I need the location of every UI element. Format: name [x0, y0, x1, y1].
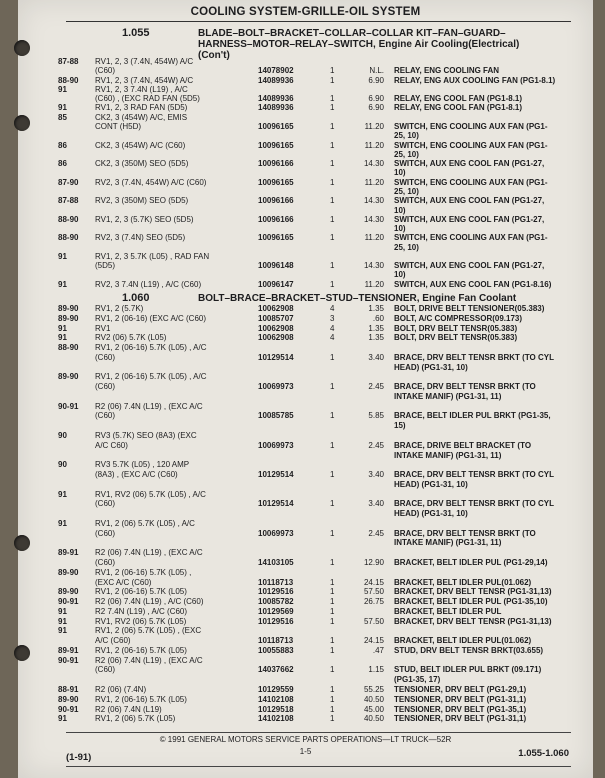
cell-desc: (5D5) [95, 261, 116, 271]
cell-desc: RV2, 3 (7.4N, 454W) A/C (C60) [95, 177, 207, 187]
cell-ref: 11.20 [364, 140, 384, 150]
cell-nm: BOLT, DRIVE BELT TENSIONER(05.383) [394, 304, 545, 313]
cell-pn: 10129516 [258, 587, 294, 597]
cell-desc: RV1, 2, 3 5.7K (L05) , RAD FAN [95, 251, 210, 261]
cell-qty: 1 [330, 75, 335, 85]
cell-qty: 1 [330, 440, 335, 450]
cell-desc: (EXC A/C (C60) [95, 577, 152, 587]
cell-yr: 90-91 [58, 597, 79, 606]
cell-yr: 91 [58, 626, 67, 636]
cell-ref: .47 [372, 645, 384, 655]
cell-ref: 55.25 [363, 684, 384, 694]
cell-desc: RV1, 2, 3 RAD FAN (5D5) [95, 103, 188, 113]
cell-ref: 3.40 [368, 352, 384, 362]
cell-yr: 86 [58, 159, 67, 169]
cell-ref: 11.20 [364, 233, 384, 243]
cell-desc: (C60) , (EXC RAD FAN (5D5) [95, 94, 200, 104]
cell-ref: 2.45 [368, 440, 384, 450]
cell-nm: 25, 10) [394, 149, 419, 159]
cell-nm: BRACKET, BELT IDLER PUL(01.062) [394, 577, 532, 587]
section-title-1055-line2: HARNESS–MOTOR–RELAY–SWITCH, Engine Air Cooling(Electrical) [198, 39, 520, 50]
cell-nm: BRACE, DRV BELT TENSR BRKT (TO [394, 382, 536, 392]
cell-desc: CK2, 3 (454W) A/C, EMIS [95, 112, 188, 122]
cell-yr: 91 [58, 323, 67, 333]
cell-ref: 14.30 [363, 261, 384, 271]
cell-qty: 1 [330, 140, 335, 150]
cell-nm: TENSIONER, DRV BELT (PG1-29,1) [394, 684, 527, 694]
cell-nm: BRACE, DRV BELT TENSR BRKT (TO CYL [394, 352, 555, 362]
cell-qty: 1 [330, 665, 335, 675]
cell-qty: 1 [330, 233, 335, 243]
cell-ref: 6.90 [368, 103, 384, 113]
cell-nm: BOLT, A/C COMPRESSOR(09.173) [394, 313, 523, 323]
cell-yr: 91 [58, 606, 67, 616]
cell-yr: 90-91 [58, 704, 79, 714]
cell-desc: R2 (06) 7.4N (L19) , (EXC A/C [95, 655, 203, 665]
cell-nm: INTAKE MANIF) (PG1-31, 11) [394, 450, 502, 460]
cell-desc: CONT (H5D) [95, 122, 142, 131]
cell-yr: 89-90 [58, 587, 79, 597]
cell-qty: 1 [330, 122, 335, 131]
cell-qty: 1 [330, 382, 335, 392]
header-divider [66, 21, 571, 22]
cell-nm: BRACKET, DRV BELT TENSR (PG1-31,13) [394, 616, 552, 626]
cell-yr: 89-91 [58, 548, 79, 558]
cell-desc: (8A3) , (EXC A/C (C60) [95, 470, 178, 479]
cell-ref: .60 [372, 313, 384, 323]
cell-qty: 1 [330, 279, 335, 289]
cell-ref: 11.20 [364, 279, 384, 289]
cell-pn: 10096166 [258, 159, 294, 169]
cell-yr: 91 [58, 616, 67, 626]
cell-pn: 10069973 [258, 528, 294, 538]
cell-nm: HEAD) (PG1-31, 10) [394, 509, 468, 519]
cell-nm: BRACE, DRV BELT TENSR BRKT (TO CYL [394, 499, 555, 509]
cell-desc: (C60) [95, 558, 116, 567]
cell-yr: 88-90 [58, 343, 79, 353]
cell-desc: RV1, 2 (06-16) 5.7K (L05) , A/C [95, 372, 207, 382]
cell-pn: 14102108 [258, 714, 294, 724]
cell-ref: 6.90 [368, 75, 384, 85]
page-header-title: COOLING SYSTEM-GRILLE-OIL SYSTEM [190, 6, 421, 18]
binder-hole [14, 645, 30, 661]
cell-desc: (C60) [95, 352, 116, 362]
cell-nm: 10) [394, 168, 406, 178]
cell-yr: 85 [58, 112, 67, 122]
cell-desc: R2 (06) 7.4N (L19) , A/C (C60) [95, 597, 204, 606]
cell-nm: HEAD) (PG1-31, 10) [394, 362, 468, 372]
cell-ref: 57.50 [363, 616, 384, 626]
cell-ref: 24.15 [363, 577, 384, 587]
cell-yr: 91 [58, 279, 67, 289]
cell-qty: 1 [330, 684, 335, 694]
cell-pn: 10096166 [258, 214, 294, 224]
cell-yr: 91 [58, 84, 67, 94]
cell-nm: BRACE, DRV BELT TENSR BRKT (TO CYL [394, 470, 555, 479]
cell-yr: 89-90 [58, 694, 79, 704]
cell-nm: (PG1-35, 17) [394, 675, 441, 685]
cell-nm: 10) [394, 224, 406, 233]
cell-nm: RELAY, ENG COOLING FAN [394, 66, 500, 76]
cell-desc: CK2, 3 (350M) SEO (5D5) [95, 159, 189, 169]
cell-desc: CK2, 3 (454W) A/C (C60) [95, 140, 186, 150]
cell-yr: 90 [58, 460, 67, 470]
cell-pn: 10129569 [258, 606, 294, 616]
cell-desc: R2 (06) 7.4N (L19) , (EXC A/C [95, 548, 203, 558]
cell-nm: RELAY, ENG AUX COOLING FAN (PG1-8.1) [394, 75, 556, 85]
cell-pn: 14089936 [258, 75, 294, 85]
cell-qty: 1 [330, 159, 335, 169]
cell-desc: RV1, 2 (06-16) (EXC A/C (C60) [95, 313, 207, 323]
cell-yr: 87-88 [58, 196, 79, 206]
binder-hole [14, 115, 30, 131]
cell-nm: SWITCH, ENG COOLING AUX FAN (PG1- [394, 177, 548, 187]
cell-desc: R2 7.4N (L19) , A/C (C60) [95, 606, 188, 616]
cell-nm: TENSIONER, DRV BELT (PG1-31,1) [394, 694, 527, 704]
cell-desc: RV1, 2 (06-16) 5.7K (L05) , A/C [95, 343, 207, 353]
cell-nm: TENSIONER, DRV BELT (PG1-31,1) [394, 714, 527, 724]
cell-ref: 1.35 [368, 304, 384, 313]
cell-nm: BRACKET, BELT IDLER PUL(01.062) [394, 636, 532, 646]
cell-ref: 1.35 [368, 323, 384, 333]
cell-ref: 12.90 [363, 558, 384, 567]
cell-pn: 14089936 [258, 94, 294, 104]
cell-nm: HEAD) (PG1-31, 10) [394, 479, 468, 489]
cell-desc: RV1, 2 (06) 5.7K (L05) , A/C [95, 518, 195, 528]
cell-pn: 14089936 [258, 103, 294, 113]
cell-pn: 10096165 [258, 140, 294, 150]
cell-qty: 4 [330, 304, 335, 313]
cell-pn: 10118713 [258, 636, 294, 646]
cell-yr: 91 [58, 333, 67, 343]
cell-pn: 10129559 [258, 684, 294, 694]
cell-nm: RELAY, ENG COOL FAN (PG1-8.1) [394, 94, 523, 104]
cell-pn: 10096165 [258, 177, 294, 187]
cell-nm: 10) [394, 205, 406, 215]
cell-qty: 1 [330, 214, 335, 224]
cell-yr: 91 [58, 251, 67, 261]
cell-pn: 10055883 [258, 645, 294, 655]
cell-ref: 40.50 [363, 714, 384, 724]
cell-nm: BOLT, DRV BELT TENSR(05.383) [394, 333, 518, 343]
cell-nm: 25, 10) [394, 186, 419, 196]
cell-qty: 1 [330, 196, 335, 206]
cell-desc: RV2 (06) 5.7K (L05) [95, 333, 167, 343]
cell-ref: 3.40 [368, 499, 384, 509]
cell-pn: 10085782 [258, 597, 294, 606]
cell-qty: 1 [330, 587, 335, 597]
cell-pn: 10085785 [258, 411, 294, 421]
cell-ref: 11.20 [364, 122, 384, 131]
cell-desc: RV1, 2, 3 (7.4N, 454W) A/C [95, 57, 194, 66]
cell-yr: 86 [58, 140, 67, 150]
cell-nm: SWITCH, ENG COOLING AUX FAN (PG1- [394, 122, 548, 131]
cell-desc: RV3 5.7K (L05) , 120 AMP [95, 460, 190, 470]
cell-yr: 89-90 [58, 304, 79, 313]
catalog-page [18, 0, 593, 778]
cell-yr: 91 [58, 489, 67, 499]
cell-nm: 25, 10) [394, 242, 419, 252]
cell-yr: 88-90 [58, 75, 79, 85]
cell-desc: RV2, 3 7.4N (L19) , A/C (C60) [95, 279, 202, 289]
binder-hole [14, 535, 30, 551]
cell-ref: N.L. [369, 66, 384, 76]
cell-pn: 10129514 [258, 470, 294, 479]
cell-desc: R2 (06) (7.4N) [95, 684, 147, 694]
cell-desc: (C60) [95, 528, 116, 538]
cell-nm: BRACE, BELT IDLER PUL BRKT (PG1-35, [394, 411, 551, 421]
cell-pn: 10069973 [258, 382, 294, 392]
footer-date-code: (1-91) [66, 752, 92, 763]
cell-nm: SWITCH, ENG COOLING AUX FAN (PG1- [394, 233, 548, 243]
cell-desc: RV1, 2 (06-16) 5.7K (L05) , [95, 567, 192, 577]
section-title-1055-line3: (Con't) [198, 50, 230, 61]
cell-pn: 10129514 [258, 352, 294, 362]
cell-yr: 89-90 [58, 372, 79, 382]
cell-yr: 89-91 [58, 645, 79, 655]
cell-qty: 1 [330, 470, 335, 479]
cell-pn: 10096148 [258, 261, 294, 271]
cell-ref: 45.00 [363, 704, 384, 714]
cell-ref: 5.85 [368, 411, 384, 421]
cell-nm: BRACKET, BELT IDLER PUL (PG1-29,14) [394, 558, 548, 567]
cell-qty: 1 [330, 714, 335, 724]
cell-yr: 89-90 [58, 313, 79, 323]
cell-qty: 1 [330, 558, 335, 567]
cell-qty: 4 [330, 333, 335, 343]
cell-nm: STUD, BELT IDLER PUL BRKT (09.171) [394, 665, 542, 675]
cell-pn: 10096165 [258, 122, 294, 131]
cell-ref: 26.75 [363, 597, 384, 606]
cell-qty: 1 [330, 261, 335, 271]
cell-nm: INTAKE MANIF) (PG1-31, 11) [394, 538, 502, 548]
section-title-1055: BLADE–BOLT–BRACKET–COLLAR–COLLAR KIT–FAN–GUARD– [198, 28, 506, 39]
footer-page-number: 1-5 [299, 747, 312, 756]
cell-nm: SWITCH, AUX ENG COOL FAN (PG1-27, [394, 196, 545, 206]
section-number-1060: 1.060 [122, 292, 150, 304]
cell-pn: 10129516 [258, 616, 294, 626]
cell-yr: 91 [58, 103, 67, 113]
cell-qty: 4 [330, 323, 335, 333]
footer-divider [66, 732, 571, 733]
cell-pn: 10129518 [258, 704, 294, 714]
cell-qty: 1 [330, 103, 335, 113]
cell-pn: 14102108 [258, 694, 294, 704]
cell-pn: 10062908 [258, 333, 294, 343]
cell-ref: 14.30 [363, 159, 384, 169]
cell-desc: RV2, 3 (7.4N) SEO (5D5) [95, 233, 186, 243]
cell-qty: 1 [330, 704, 335, 714]
cell-pn: 10118713 [258, 577, 294, 587]
cell-pn: 10069973 [258, 440, 294, 450]
cell-yr: 88-90 [58, 233, 79, 243]
cell-nm: BRACKET, BELT IDLER PUL (PG1-35,10) [394, 597, 548, 606]
cell-pn: 14037662 [258, 665, 294, 675]
cell-pn: 10096147 [258, 279, 294, 289]
cell-desc: RV1, 2 (06-16) 5.7K (L05) [95, 645, 187, 655]
cell-desc: (C60) [95, 66, 116, 76]
cell-desc: RV3 (5.7K) SEO (8A3) (EXC [95, 431, 197, 440]
cell-desc: RV1, RV2 (06) 5.7K (L05) , A/C [95, 489, 206, 499]
cell-nm: 10) [394, 270, 406, 280]
cell-desc: RV1 [95, 323, 111, 333]
cell-desc: A/C (C60) [95, 636, 131, 646]
cell-yr: 88-91 [58, 684, 79, 694]
cell-desc: RV1, 2, 3 (7.4N, 454W) A/C [95, 75, 194, 85]
cell-desc: (C60) [95, 382, 116, 392]
cell-qty: 1 [330, 606, 335, 616]
cell-yr: 91 [58, 518, 67, 528]
cell-desc: RV1, 2 (06-16) 5.7K (L05) [95, 587, 187, 597]
cell-desc: (C60) [95, 665, 116, 675]
footer-copyright: © 1991 GENERAL MOTORS SERVICE PARTS OPERATIONS—LT TRUCK—52R [159, 735, 452, 744]
cell-nm: BRACKET, DRV BELT TENSR (PG1-31,13) [394, 587, 552, 597]
cell-ref: 57.50 [363, 587, 384, 597]
cell-qty: 1 [330, 636, 335, 646]
cell-qty: 1 [330, 499, 335, 509]
cell-qty: 1 [330, 411, 335, 421]
cell-ref: 14.30 [363, 214, 384, 224]
cell-qty: 1 [330, 616, 335, 626]
cell-qty: 1 [330, 94, 335, 104]
cell-ref: 1.35 [368, 333, 384, 343]
cell-yr: 91 [58, 714, 67, 724]
cell-yr: 88-90 [58, 214, 79, 224]
cell-ref: 24.15 [363, 636, 384, 646]
footer-bottom-divider [66, 766, 571, 767]
cell-qty: 1 [330, 597, 335, 606]
cell-pn: 14103105 [258, 558, 294, 567]
cell-desc: RV1, RV2 (06) 5.7K (L05) [95, 616, 187, 626]
section-number-1055: 1.055 [122, 27, 150, 39]
cell-ref: 2.45 [368, 528, 384, 538]
cell-qty: 1 [330, 645, 335, 655]
cell-yr: 87-88 [58, 57, 79, 66]
cell-qty: 1 [330, 352, 335, 362]
cell-nm: BRACE, DRIVE BELT BRACKET (TO [394, 440, 532, 450]
cell-qty: 1 [330, 528, 335, 538]
cell-nm: STUD, DRV BELT TENSR BRKT(03.655) [394, 645, 544, 655]
cell-desc: RV1, 2 (06-16) 5.7K (L05) [95, 694, 187, 704]
cell-qty: 1 [330, 577, 335, 587]
cell-ref: 11.20 [364, 177, 384, 187]
cell-nm: INTAKE MANIF) (PG1-31, 11) [394, 391, 502, 401]
cell-pn: 10062908 [258, 304, 294, 313]
cell-desc: RV1, 2, 3 (5.7K) SEO (5D5) [95, 214, 194, 224]
cell-pn: 10096166 [258, 196, 294, 206]
cell-desc: A/C C60) [95, 440, 128, 450]
cell-desc: RV1, 2, 3 7.4N (L19) , A/C [95, 84, 188, 94]
cell-nm: BRACKET, BELT IDLER PUL [394, 606, 502, 616]
cell-desc: R2 (06) 7.4N (L19) , (EXC A/C [95, 401, 203, 411]
cell-yr: 90-91 [58, 401, 79, 411]
cell-nm: SWITCH, AUX ENG COOL FAN (PG1-27, [394, 214, 545, 224]
cell-nm: BRACE, DRV BELT TENSR BRKT (TO [394, 528, 536, 538]
cell-nm: 25, 10) [394, 131, 419, 141]
cell-pn: 10085707 [258, 313, 294, 323]
cell-yr: 89-90 [58, 567, 79, 577]
cell-desc: RV1, 2 (06) 5.7K (L05) [95, 714, 176, 724]
cell-yr: 90-91 [58, 655, 79, 665]
cell-nm: SWITCH, AUX ENG COOL FAN (PG1-8.16) [394, 279, 552, 289]
section-title-1060: BOLT–BRACE–BRACKET–STUD–TENSIONER, Engine Fan Coolant [198, 293, 517, 304]
cell-nm: 15) [394, 421, 406, 431]
cell-nm: RELAY, ENG COOL FAN (PG1-8.1) [394, 103, 523, 113]
cell-nm: TENSIONER, DRV BELT (PG1-35,1) [394, 704, 527, 714]
cell-qty: 1 [330, 694, 335, 704]
cell-ref: 1.15 [368, 665, 384, 675]
footer-section-range: 1.055-1.060 [518, 748, 569, 759]
cell-qty: 1 [330, 177, 335, 187]
cell-ref: 40.50 [363, 694, 384, 704]
cell-qty: 3 [330, 313, 335, 323]
cell-yr: 90 [58, 431, 67, 440]
cell-desc: R2 (06) 7.4N (L19) [95, 704, 162, 714]
cell-nm: BOLT, DRV BELT TENSR(05.383) [394, 323, 518, 333]
cell-qty: 1 [330, 66, 335, 76]
cell-ref: 3.40 [368, 470, 384, 479]
cell-nm: SWITCH, AUX ENG COOL FAN (PG1-27, [394, 261, 545, 271]
cell-yr: 87-90 [58, 177, 79, 187]
cell-desc: RV1, 2 (06) 5.7K (L05) , (EXC [95, 626, 202, 636]
cell-pn: 10096165 [258, 233, 294, 243]
cell-ref: 2.45 [368, 382, 384, 392]
cell-pn: 10062908 [258, 323, 294, 333]
cell-desc: RV2, 3 (350M) SEO (5D5) [95, 196, 189, 206]
cell-desc: (C60) [95, 411, 116, 421]
cell-desc: RV1, 2 (5.7K) [95, 304, 144, 313]
cell-pn: 10129514 [258, 499, 294, 509]
cell-ref: 14.30 [363, 196, 384, 206]
cell-pn: 14078902 [258, 66, 294, 76]
cell-nm: SWITCH, ENG COOLING AUX FAN (PG1- [394, 140, 548, 150]
cell-ref: 6.90 [368, 94, 384, 104]
binder-hole [14, 40, 30, 56]
cell-nm: SWITCH, AUX ENG COOL FAN (PG1-27, [394, 159, 545, 169]
cell-desc: (C60) [95, 499, 116, 509]
